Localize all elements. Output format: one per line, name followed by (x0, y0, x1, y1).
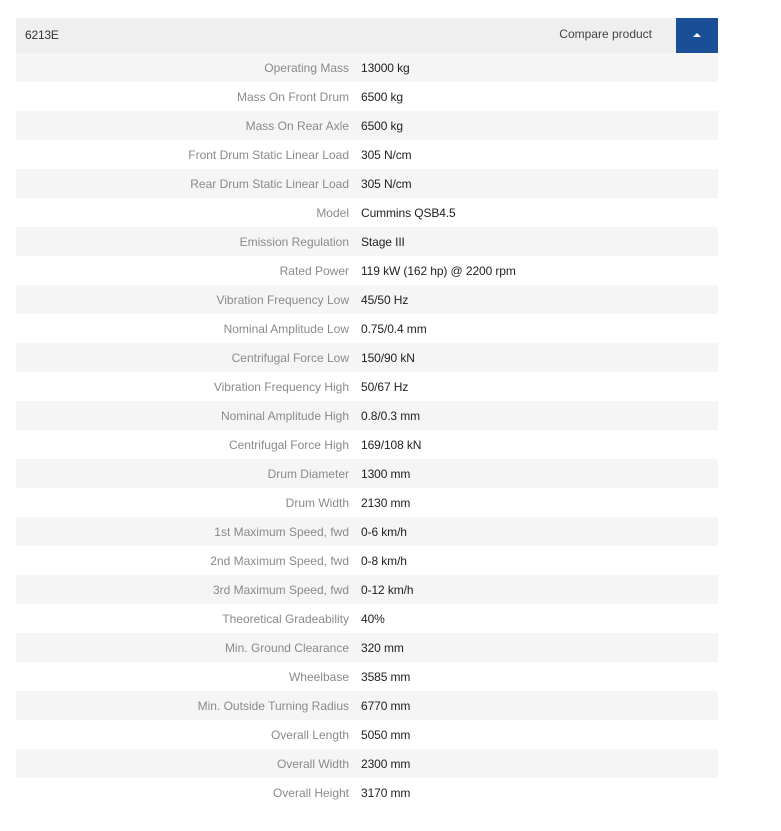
spec-row (16, 401, 718, 430)
model-title: 6213E (25, 28, 59, 42)
spec-row (16, 430, 718, 459)
spec-label: Front Drum Static Linear Load (188, 147, 349, 162)
spec-label: Overall Length (270, 727, 349, 742)
spec-value: Cummins QSB4.5 (361, 205, 456, 220)
spec-label: Centrifugal Force Low (231, 350, 349, 365)
compare-product-link[interactable]: Compare product (559, 27, 652, 41)
spec-row (16, 662, 718, 691)
spec-label: Wheelbase (288, 669, 349, 684)
spec-label: Overall Height (272, 785, 349, 800)
spec-label: Mass On Rear Axle (245, 118, 349, 133)
spec-row (16, 691, 718, 720)
spec-label: Min. Ground Clearance (224, 640, 349, 655)
spec-value: 2300 mm (361, 756, 411, 771)
spec-row (16, 285, 718, 314)
spec-value: 0-8 km/h (361, 553, 407, 568)
spec-value: 0.8/0.3 mm (361, 408, 421, 423)
spec-value: 40% (361, 611, 385, 626)
spec-label: Vibration Frequency Low (216, 292, 349, 307)
spec-label: Nominal Amplitude High (220, 408, 349, 423)
spec-value: 5050 mm (361, 727, 411, 742)
spec-row (16, 198, 718, 227)
spec-row (16, 633, 718, 662)
spec-row (16, 372, 718, 401)
spec-value: 6500 kg (361, 118, 404, 133)
spec-label: Model (316, 205, 349, 220)
spec-label: Emission Regulation (239, 234, 349, 249)
spec-label: Rear Drum Static Linear Load (190, 176, 349, 191)
spec-value: Stage III (361, 234, 405, 249)
spec-panel (16, 18, 718, 807)
spec-row (16, 720, 718, 749)
spec-row (16, 140, 718, 169)
spec-label: 1st Maximum Speed, fwd (214, 524, 349, 539)
spec-row (16, 343, 718, 372)
spec-label: Rated Power (279, 263, 349, 278)
spec-value: 169/108 kN (361, 437, 422, 452)
spec-value: 45/50 Hz (361, 292, 409, 307)
spec-value: 305 N/cm (361, 147, 412, 162)
spec-value: 3170 mm (361, 785, 411, 800)
spec-row (16, 604, 718, 633)
panel-header (16, 18, 718, 53)
spec-label: Vibration Frequency High (213, 379, 349, 394)
spec-row (16, 459, 718, 488)
spec-value: 150/90 kN (361, 350, 415, 365)
collapse-toggle-button[interactable] (676, 18, 718, 53)
spec-label: 3rd Maximum Speed, fwd (212, 582, 349, 597)
spec-value: 0-12 km/h (361, 582, 414, 597)
spec-label: Nominal Amplitude Low (223, 321, 349, 336)
spec-row (16, 546, 718, 575)
spec-row (16, 488, 718, 517)
spec-label: Mass On Front Drum (236, 89, 349, 104)
spec-value: 6500 kg (361, 89, 404, 104)
spec-value: 305 N/cm (361, 176, 412, 191)
spec-row (16, 778, 718, 807)
spec-value: 320 mm (361, 640, 404, 655)
spec-label: Drum Width (285, 495, 349, 510)
spec-value: 119 kW (162 hp) @ 2200 rpm (361, 263, 516, 278)
spec-value: 2130 mm (361, 495, 411, 510)
spec-label: Drum Diameter (267, 466, 349, 481)
spec-value: 3585 mm (361, 669, 411, 684)
spec-value: 1300 mm (361, 466, 411, 481)
spec-value: 13000 kg (361, 60, 410, 75)
spec-row (16, 53, 718, 82)
spec-label: Operating Mass (264, 60, 349, 75)
caret-up-icon (693, 33, 701, 37)
spec-label: Overall Width (276, 756, 349, 771)
spec-label: Min. Outside Turning Radius (197, 698, 349, 713)
spec-row (16, 82, 718, 111)
spec-value: 6770 mm (361, 698, 411, 713)
spec-row (16, 227, 718, 256)
spec-value: 0.75/0.4 mm (361, 321, 427, 336)
spec-list (16, 53, 718, 807)
spec-label: Centrifugal Force High (228, 437, 349, 452)
spec-row (16, 314, 718, 343)
spec-row (16, 256, 718, 285)
spec-label: 2nd Maximum Speed, fwd (210, 553, 349, 568)
spec-row (16, 169, 718, 198)
spec-value: 50/67 Hz (361, 379, 409, 394)
spec-label: Theoretical Gradeability (222, 611, 349, 626)
spec-row (16, 111, 718, 140)
spec-row (16, 749, 718, 778)
spec-row (16, 517, 718, 546)
spec-value: 0-6 km/h (361, 524, 407, 539)
spec-row (16, 575, 718, 604)
